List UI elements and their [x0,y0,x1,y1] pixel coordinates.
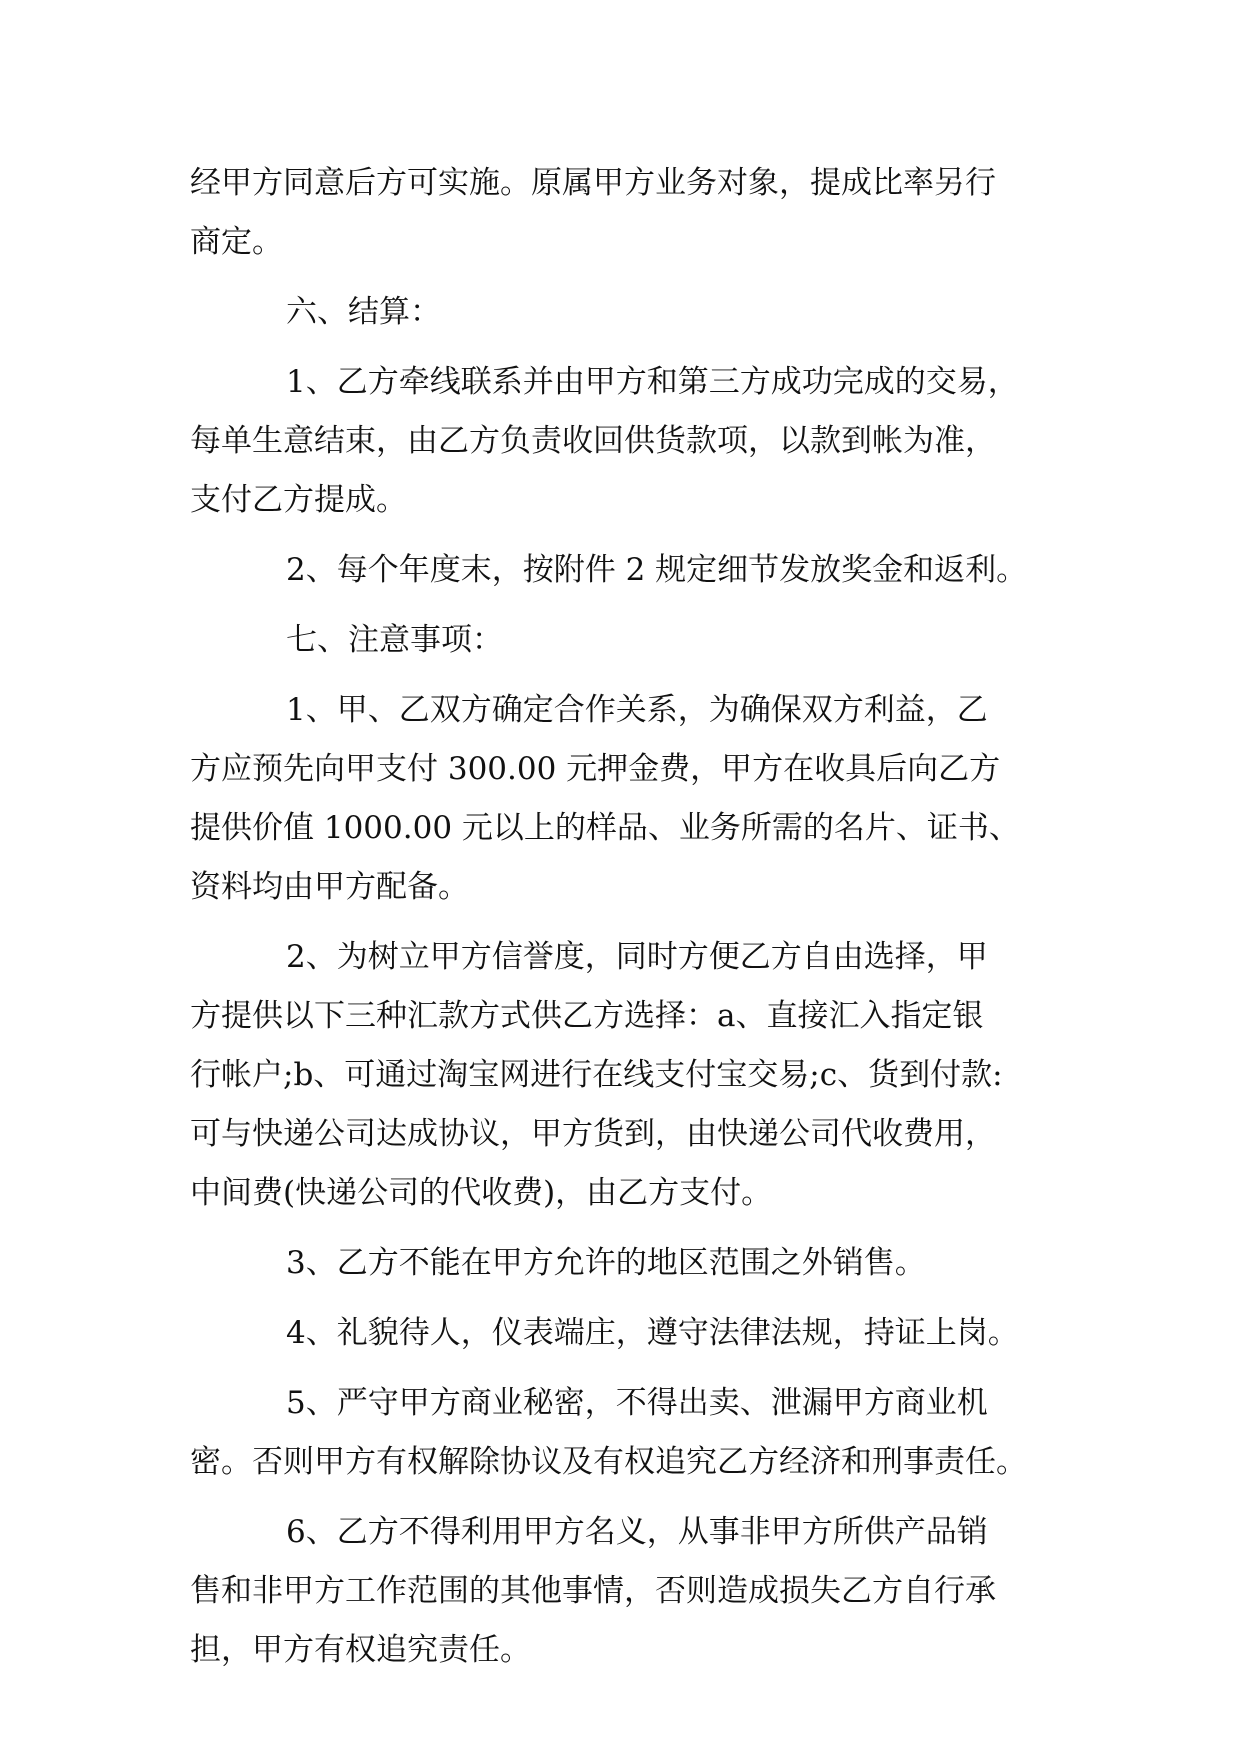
paragraph-notes-2 [190,928,1050,1223]
text-line: 方提供以下三种汇款方式供乙方选择：a、直接汇入指定银 [190,998,984,1034]
text-line: 商定。 [190,224,283,260]
text-line: 行帐户;b、可通过淘宝网进行在线支付宝交易;c、货到付款: [190,1057,1003,1093]
text-line: 经甲方同意后方可实施。原属甲方业务对象，提成比率另行 [190,165,996,201]
paragraph-notes-1 [190,681,1050,917]
text-line: 1、甲、乙双方确定合作关系，为确保双方利益，乙 [286,692,988,728]
paragraph-notes-5 [190,1374,1050,1492]
text-line: 售和非甲方工作范围的其他事情，否则造成损失乙方自行承 [190,1573,996,1609]
text-line: 资料均由甲方配备。 [190,869,469,905]
text-line: 3、乙方不能在甲方允许的地区范围之外销售。 [286,1245,926,1281]
text-line: 2、每个年度末，按附件 2 规定细节发放奖金和返利。 [286,552,1028,588]
paragraph-notes-4 [190,1304,1050,1363]
text-line: 密。否则甲方有权解除协议及有权追究乙方经济和刑事责任。 [190,1444,1027,1480]
paragraph-notes-3 [190,1234,1050,1293]
heading-line: 六、结算： [286,294,441,330]
text-line: 可与快递公司达成协议，甲方货到，由快递公司代收费用， [190,1116,996,1152]
text-line: 2、为树立甲方信誉度，同时方便乙方自由选择，甲 [286,939,988,975]
section-heading-notes [190,611,1050,670]
section-heading-settlement [190,283,1050,342]
text-line: 提供价值 1000.00 元以上的样品、业务所需的名片、证书、 [190,810,1020,846]
text-line: 担，甲方有权追究责任。 [190,1632,531,1668]
heading-line: 七、注意事项： [286,622,503,658]
paragraph-settlement-2 [190,541,1050,600]
text-line: 中间费(快递公司的代收费)，由乙方支付。 [190,1175,773,1211]
paragraph-notes-6 [190,1503,1050,1680]
text-line: 1、乙方牵线联系并由甲方和第三方成功完成的交易， [286,364,1019,400]
document-body [190,154,1050,1680]
text-line: 支付乙方提成。 [190,482,407,518]
text-line: 6、乙方不得利用甲方名义，从事非甲方所供产品销 [286,1514,988,1550]
text-line: 5、严守甲方商业秘密，不得出卖、泄漏甲方商业机 [286,1385,988,1421]
paragraph-settlement-1 [190,353,1050,530]
text-line: 每单生意结束，由乙方负责收回供货款项，以款到帐为准， [190,423,996,459]
text-line: 4、礼貌待人，仪表端庄，遵守法律法规，持证上岗。 [286,1315,1019,1351]
paragraph-continued [190,154,1050,272]
text-line: 方应预先向甲支付 300.00 元押金费，甲方在收具后向乙方 [190,751,1001,787]
